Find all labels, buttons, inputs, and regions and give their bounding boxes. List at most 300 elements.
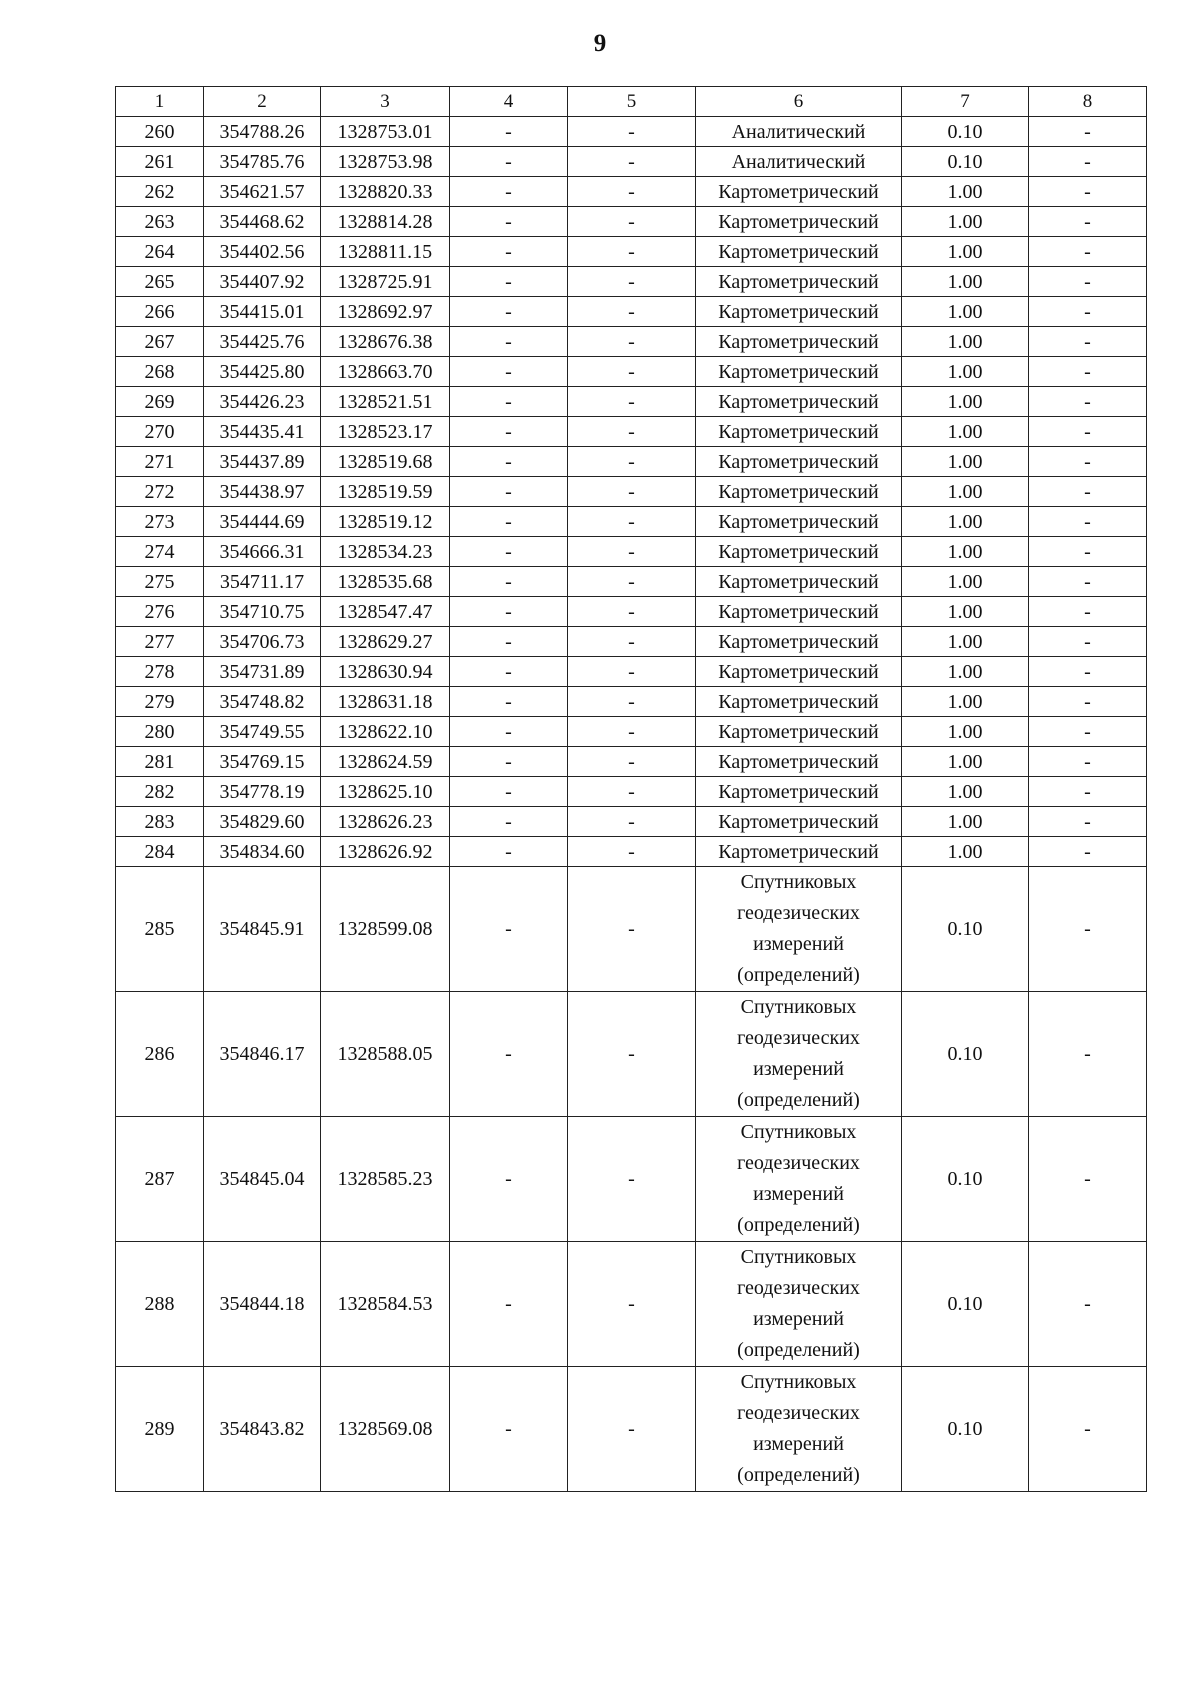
point-number-cell: 265 xyxy=(116,267,204,297)
table-row xyxy=(116,687,1147,717)
column-5-cell: - xyxy=(568,1367,696,1492)
column-4-cell: - xyxy=(450,747,568,777)
table-row xyxy=(116,357,1147,387)
y-coordinate-cell: 1328811.15 xyxy=(321,237,450,267)
y-coordinate-cell: 1328753.98 xyxy=(321,147,450,177)
column-4-cell: - xyxy=(450,537,568,567)
table-row xyxy=(116,747,1147,777)
point-number-cell: 270 xyxy=(116,417,204,447)
column-8-cell: - xyxy=(1029,117,1147,147)
method-line: геодезических xyxy=(737,1402,860,1424)
column-8-cell: - xyxy=(1029,327,1147,357)
point-number-cell: 279 xyxy=(116,687,204,717)
y-coordinate-cell: 1328521.51 xyxy=(321,387,450,417)
method-cell: Картометрический xyxy=(696,297,902,327)
column-4-cell: - xyxy=(450,1242,568,1367)
method-cell: Картометрический xyxy=(696,657,902,687)
method-line: Спутниковых xyxy=(740,871,857,893)
x-coordinate-cell: 354435.41 xyxy=(204,417,321,447)
column-8-cell: - xyxy=(1029,1242,1147,1367)
method-cell: Картометрический xyxy=(696,387,902,417)
table-row xyxy=(116,297,1147,327)
column-8-cell: - xyxy=(1029,477,1147,507)
method-cell xyxy=(696,1367,902,1492)
method-cell: Картометрический xyxy=(696,207,902,237)
x-coordinate-cell: 354731.89 xyxy=(204,657,321,687)
column-4-cell: - xyxy=(450,777,568,807)
x-coordinate-cell: 354834.60 xyxy=(204,837,321,867)
method-line: измерений xyxy=(753,1058,844,1080)
accuracy-cell: 1.00 xyxy=(902,777,1029,807)
column-header-1: 1 xyxy=(116,87,204,117)
x-coordinate-cell: 354444.69 xyxy=(204,507,321,537)
column-5-cell: - xyxy=(568,417,696,447)
method-line: измерений xyxy=(753,933,844,955)
column-8-cell: - xyxy=(1029,777,1147,807)
column-4-cell: - xyxy=(450,357,568,387)
y-coordinate-cell: 1328534.23 xyxy=(321,537,450,567)
method-line: измерений xyxy=(753,1433,844,1455)
y-coordinate-cell: 1328585.23 xyxy=(321,1117,450,1242)
column-5-cell: - xyxy=(568,357,696,387)
accuracy-cell: 1.00 xyxy=(902,807,1029,837)
x-coordinate-cell: 354710.75 xyxy=(204,597,321,627)
column-4-cell: - xyxy=(450,117,568,147)
accuracy-cell: 1.00 xyxy=(902,537,1029,567)
table-row xyxy=(116,177,1147,207)
column-4-cell: - xyxy=(450,992,568,1117)
method-cell xyxy=(696,1117,902,1242)
method-line: (определений) xyxy=(737,1214,860,1236)
column-8-cell: - xyxy=(1029,627,1147,657)
table-row xyxy=(116,447,1147,477)
point-number-cell: 264 xyxy=(116,237,204,267)
method-line: (определений) xyxy=(737,1089,860,1111)
column-8-cell: - xyxy=(1029,297,1147,327)
column-4-cell: - xyxy=(450,327,568,357)
y-coordinate-cell: 1328626.23 xyxy=(321,807,450,837)
y-coordinate-cell: 1328569.08 xyxy=(321,1367,450,1492)
column-5-cell: - xyxy=(568,627,696,657)
page-number: 9 xyxy=(593,30,607,57)
point-number-cell: 272 xyxy=(116,477,204,507)
method-cell: Картометрический xyxy=(696,747,902,777)
column-5-cell: - xyxy=(568,477,696,507)
x-coordinate-cell: 354846.17 xyxy=(204,992,321,1117)
column-8-cell: - xyxy=(1029,177,1147,207)
coordinates-table xyxy=(115,86,1147,1492)
column-header-8: 8 xyxy=(1029,87,1147,117)
column-4-cell: - xyxy=(450,237,568,267)
column-5-cell: - xyxy=(568,567,696,597)
point-number-cell: 260 xyxy=(116,117,204,147)
column-5-cell: - xyxy=(568,837,696,867)
y-coordinate-cell: 1328519.12 xyxy=(321,507,450,537)
column-5-cell: - xyxy=(568,387,696,417)
accuracy-cell: 0.10 xyxy=(902,1242,1029,1367)
table-row xyxy=(116,837,1147,867)
table-row xyxy=(116,327,1147,357)
column-8-cell: - xyxy=(1029,837,1147,867)
method-line: геодезических xyxy=(737,1027,860,1049)
accuracy-cell: 1.00 xyxy=(902,267,1029,297)
column-5-cell: - xyxy=(568,747,696,777)
column-4-cell: - xyxy=(450,387,568,417)
table-row xyxy=(116,207,1147,237)
accuracy-cell: 0.10 xyxy=(902,117,1029,147)
point-number-cell: 281 xyxy=(116,747,204,777)
column-header-2: 2 xyxy=(204,87,321,117)
method-cell: Картометрический xyxy=(696,777,902,807)
accuracy-cell: 1.00 xyxy=(902,567,1029,597)
method-cell: Картометрический xyxy=(696,357,902,387)
y-coordinate-cell: 1328625.10 xyxy=(321,777,450,807)
x-coordinate-cell: 354468.62 xyxy=(204,207,321,237)
accuracy-cell: 1.00 xyxy=(902,837,1029,867)
accuracy-cell: 1.00 xyxy=(902,357,1029,387)
y-coordinate-cell: 1328588.05 xyxy=(321,992,450,1117)
table-row xyxy=(116,537,1147,567)
accuracy-cell: 0.10 xyxy=(902,867,1029,992)
column-8-cell: - xyxy=(1029,597,1147,627)
method-cell: Картометрический xyxy=(696,687,902,717)
y-coordinate-cell: 1328753.01 xyxy=(321,117,450,147)
y-coordinate-cell: 1328599.08 xyxy=(321,867,450,992)
column-4-cell: - xyxy=(450,507,568,537)
method-line: Спутниковых xyxy=(740,1121,857,1143)
method-line: измерений xyxy=(753,1183,844,1205)
method-cell: Картометрический xyxy=(696,837,902,867)
accuracy-cell: 1.00 xyxy=(902,177,1029,207)
method-cell: Картометрический xyxy=(696,477,902,507)
column-5-cell: - xyxy=(568,447,696,477)
column-8-cell: - xyxy=(1029,717,1147,747)
column-8-cell: - xyxy=(1029,207,1147,237)
point-number-cell: 271 xyxy=(116,447,204,477)
column-5-cell: - xyxy=(568,717,696,747)
x-coordinate-cell: 354415.01 xyxy=(204,297,321,327)
table-row xyxy=(116,807,1147,837)
column-4-cell: - xyxy=(450,1117,568,1242)
x-coordinate-cell: 354666.31 xyxy=(204,537,321,567)
method-cell: Картометрический xyxy=(696,417,902,447)
column-8-cell: - xyxy=(1029,567,1147,597)
x-coordinate-cell: 354426.23 xyxy=(204,387,321,417)
column-5-cell: - xyxy=(568,657,696,687)
column-4-cell: - xyxy=(450,417,568,447)
table-row xyxy=(116,117,1147,147)
table-row xyxy=(116,717,1147,747)
accuracy-cell: 1.00 xyxy=(902,627,1029,657)
table-row xyxy=(116,992,1147,1117)
y-coordinate-cell: 1328814.28 xyxy=(321,207,450,237)
table-row xyxy=(116,1117,1147,1242)
x-coordinate-cell: 354402.56 xyxy=(204,237,321,267)
column-4-cell: - xyxy=(450,627,568,657)
method-cell: Картометрический xyxy=(696,237,902,267)
column-4-cell: - xyxy=(450,717,568,747)
column-4-cell: - xyxy=(450,597,568,627)
column-4-cell: - xyxy=(450,147,568,177)
column-5-cell: - xyxy=(568,597,696,627)
accuracy-cell: 1.00 xyxy=(902,657,1029,687)
column-4-cell: - xyxy=(450,267,568,297)
column-5-cell: - xyxy=(568,507,696,537)
method-cell: Картометрический xyxy=(696,537,902,567)
table-row xyxy=(116,237,1147,267)
accuracy-cell: 1.00 xyxy=(902,417,1029,447)
accuracy-cell: 0.10 xyxy=(902,1367,1029,1492)
table-row xyxy=(116,267,1147,297)
column-8-cell: - xyxy=(1029,657,1147,687)
method-cell xyxy=(696,867,902,992)
point-number-cell: 268 xyxy=(116,357,204,387)
table-row xyxy=(116,477,1147,507)
column-5-cell: - xyxy=(568,177,696,207)
x-coordinate-cell: 354706.73 xyxy=(204,627,321,657)
column-8-cell: - xyxy=(1029,417,1147,447)
y-coordinate-cell: 1328630.94 xyxy=(321,657,450,687)
column-header-4: 4 xyxy=(450,87,568,117)
x-coordinate-cell: 354829.60 xyxy=(204,807,321,837)
column-8-cell: - xyxy=(1029,237,1147,267)
column-5-cell: - xyxy=(568,297,696,327)
point-number-cell: 273 xyxy=(116,507,204,537)
x-coordinate-cell: 354749.55 xyxy=(204,717,321,747)
column-4-cell: - xyxy=(450,837,568,867)
column-5-cell: - xyxy=(568,807,696,837)
column-5-cell: - xyxy=(568,1242,696,1367)
column-4-cell: - xyxy=(450,867,568,992)
table-row xyxy=(116,627,1147,657)
x-coordinate-cell: 354788.26 xyxy=(204,117,321,147)
accuracy-cell: 1.00 xyxy=(902,387,1029,417)
table-row xyxy=(116,777,1147,807)
table-row xyxy=(116,387,1147,417)
method-line: геодезических xyxy=(737,902,860,924)
point-number-cell: 262 xyxy=(116,177,204,207)
x-coordinate-cell: 354748.82 xyxy=(204,687,321,717)
method-cell: Аналитический xyxy=(696,117,902,147)
column-8-cell: - xyxy=(1029,387,1147,417)
accuracy-cell: 1.00 xyxy=(902,747,1029,777)
method-cell: Картометрический xyxy=(696,807,902,837)
accuracy-cell: 1.00 xyxy=(902,447,1029,477)
column-8-cell: - xyxy=(1029,747,1147,777)
table-row xyxy=(116,867,1147,992)
x-coordinate-cell: 354438.97 xyxy=(204,477,321,507)
method-cell: Картометрический xyxy=(696,717,902,747)
column-8-cell: - xyxy=(1029,1367,1147,1492)
point-number-cell: 263 xyxy=(116,207,204,237)
y-coordinate-cell: 1328523.17 xyxy=(321,417,450,447)
table-body xyxy=(116,87,1147,1492)
column-4-cell: - xyxy=(450,1367,568,1492)
method-cell: Картометрический xyxy=(696,327,902,357)
column-5-cell: - xyxy=(568,537,696,567)
column-4-cell: - xyxy=(450,687,568,717)
point-number-cell: 278 xyxy=(116,657,204,687)
method-line: (определений) xyxy=(737,1339,860,1361)
point-number-cell: 285 xyxy=(116,867,204,992)
column-8-cell: - xyxy=(1029,147,1147,177)
x-coordinate-cell: 354845.91 xyxy=(204,867,321,992)
column-4-cell: - xyxy=(450,447,568,477)
y-coordinate-cell: 1328547.47 xyxy=(321,597,450,627)
accuracy-cell: 1.00 xyxy=(902,717,1029,747)
column-4-cell: - xyxy=(450,567,568,597)
column-8-cell: - xyxy=(1029,507,1147,537)
column-4-cell: - xyxy=(450,477,568,507)
point-number-cell: 289 xyxy=(116,1367,204,1492)
table-row xyxy=(116,1242,1147,1367)
accuracy-cell: 1.00 xyxy=(902,597,1029,627)
column-5-cell: - xyxy=(568,117,696,147)
x-coordinate-cell: 354778.19 xyxy=(204,777,321,807)
column-8-cell: - xyxy=(1029,807,1147,837)
column-8-cell: - xyxy=(1029,267,1147,297)
column-header-7: 7 xyxy=(902,87,1029,117)
column-5-cell: - xyxy=(568,237,696,267)
table-row xyxy=(116,507,1147,537)
column-header-3: 3 xyxy=(321,87,450,117)
x-coordinate-cell: 354711.17 xyxy=(204,567,321,597)
column-4-cell: - xyxy=(450,177,568,207)
method-cell: Картометрический xyxy=(696,627,902,657)
point-number-cell: 277 xyxy=(116,627,204,657)
column-8-cell: - xyxy=(1029,357,1147,387)
column-8-cell: - xyxy=(1029,867,1147,992)
x-coordinate-cell: 354843.82 xyxy=(204,1367,321,1492)
method-line: (определений) xyxy=(737,964,860,986)
point-number-cell: 274 xyxy=(116,537,204,567)
y-coordinate-cell: 1328626.92 xyxy=(321,837,450,867)
table-row xyxy=(116,417,1147,447)
y-coordinate-cell: 1328725.91 xyxy=(321,267,450,297)
method-line: измерений xyxy=(753,1308,844,1330)
header-row xyxy=(116,87,1147,117)
table-row xyxy=(116,657,1147,687)
method-cell: Аналитический xyxy=(696,147,902,177)
point-number-cell: 269 xyxy=(116,387,204,417)
x-coordinate-cell: 354845.04 xyxy=(204,1117,321,1242)
accuracy-cell: 1.00 xyxy=(902,237,1029,267)
accuracy-cell: 1.00 xyxy=(902,507,1029,537)
column-8-cell: - xyxy=(1029,687,1147,717)
method-line: геодезических xyxy=(737,1277,860,1299)
accuracy-cell: 0.10 xyxy=(902,147,1029,177)
column-8-cell: - xyxy=(1029,992,1147,1117)
x-coordinate-cell: 354425.76 xyxy=(204,327,321,357)
column-5-cell: - xyxy=(568,207,696,237)
point-number-cell: 280 xyxy=(116,717,204,747)
y-coordinate-cell: 1328624.59 xyxy=(321,747,450,777)
x-coordinate-cell: 354785.76 xyxy=(204,147,321,177)
point-number-cell: 288 xyxy=(116,1242,204,1367)
column-4-cell: - xyxy=(450,297,568,327)
accuracy-cell: 1.00 xyxy=(902,297,1029,327)
column-5-cell: - xyxy=(568,777,696,807)
column-5-cell: - xyxy=(568,267,696,297)
method-cell xyxy=(696,992,902,1117)
method-cell: Картометрический xyxy=(696,447,902,477)
y-coordinate-cell: 1328519.59 xyxy=(321,477,450,507)
x-coordinate-cell: 354769.15 xyxy=(204,747,321,777)
column-5-cell: - xyxy=(568,147,696,177)
method-line: (определений) xyxy=(737,1464,860,1486)
point-number-cell: 276 xyxy=(116,597,204,627)
method-cell xyxy=(696,1242,902,1367)
accuracy-cell: 1.00 xyxy=(902,687,1029,717)
method-line: Спутниковых xyxy=(740,1371,857,1393)
accuracy-cell: 0.10 xyxy=(902,1117,1029,1242)
x-coordinate-cell: 354437.89 xyxy=(204,447,321,477)
y-coordinate-cell: 1328622.10 xyxy=(321,717,450,747)
method-line: Спутниковых xyxy=(740,1246,857,1268)
accuracy-cell: 1.00 xyxy=(902,477,1029,507)
table-row xyxy=(116,1367,1147,1492)
x-coordinate-cell: 354425.80 xyxy=(204,357,321,387)
method-cell: Картометрический xyxy=(696,597,902,627)
column-5-cell: - xyxy=(568,687,696,717)
column-header-5: 5 xyxy=(568,87,696,117)
column-4-cell: - xyxy=(450,657,568,687)
y-coordinate-cell: 1328584.53 xyxy=(321,1242,450,1367)
table-row xyxy=(116,567,1147,597)
accuracy-cell: 1.00 xyxy=(902,207,1029,237)
accuracy-cell: 0.10 xyxy=(902,992,1029,1117)
column-header-6: 6 xyxy=(696,87,902,117)
column-5-cell: - xyxy=(568,1117,696,1242)
method-line: геодезических xyxy=(737,1152,860,1174)
method-cell: Картометрический xyxy=(696,177,902,207)
point-number-cell: 283 xyxy=(116,807,204,837)
method-cell: Картометрический xyxy=(696,507,902,537)
method-cell: Картометрический xyxy=(696,267,902,297)
column-5-cell: - xyxy=(568,327,696,357)
column-8-cell: - xyxy=(1029,447,1147,477)
point-number-cell: 275 xyxy=(116,567,204,597)
y-coordinate-cell: 1328629.27 xyxy=(321,627,450,657)
y-coordinate-cell: 1328676.38 xyxy=(321,327,450,357)
accuracy-cell: 1.00 xyxy=(902,327,1029,357)
x-coordinate-cell: 354407.92 xyxy=(204,267,321,297)
point-number-cell: 286 xyxy=(116,992,204,1117)
column-8-cell: - xyxy=(1029,1117,1147,1242)
y-coordinate-cell: 1328820.33 xyxy=(321,177,450,207)
point-number-cell: 282 xyxy=(116,777,204,807)
x-coordinate-cell: 354844.18 xyxy=(204,1242,321,1367)
column-5-cell: - xyxy=(568,992,696,1117)
point-number-cell: 261 xyxy=(116,147,204,177)
column-4-cell: - xyxy=(450,207,568,237)
table-row xyxy=(116,597,1147,627)
point-number-cell: 267 xyxy=(116,327,204,357)
column-8-cell: - xyxy=(1029,537,1147,567)
y-coordinate-cell: 1328631.18 xyxy=(321,687,450,717)
column-5-cell: - xyxy=(568,867,696,992)
y-coordinate-cell: 1328535.68 xyxy=(321,567,450,597)
column-4-cell: - xyxy=(450,807,568,837)
y-coordinate-cell: 1328663.70 xyxy=(321,357,450,387)
method-line: Спутниковых xyxy=(740,996,857,1018)
y-coordinate-cell: 1328519.68 xyxy=(321,447,450,477)
point-number-cell: 284 xyxy=(116,837,204,867)
table-row xyxy=(116,147,1147,177)
y-coordinate-cell: 1328692.97 xyxy=(321,297,450,327)
method-cell: Картометрический xyxy=(696,567,902,597)
point-number-cell: 266 xyxy=(116,297,204,327)
